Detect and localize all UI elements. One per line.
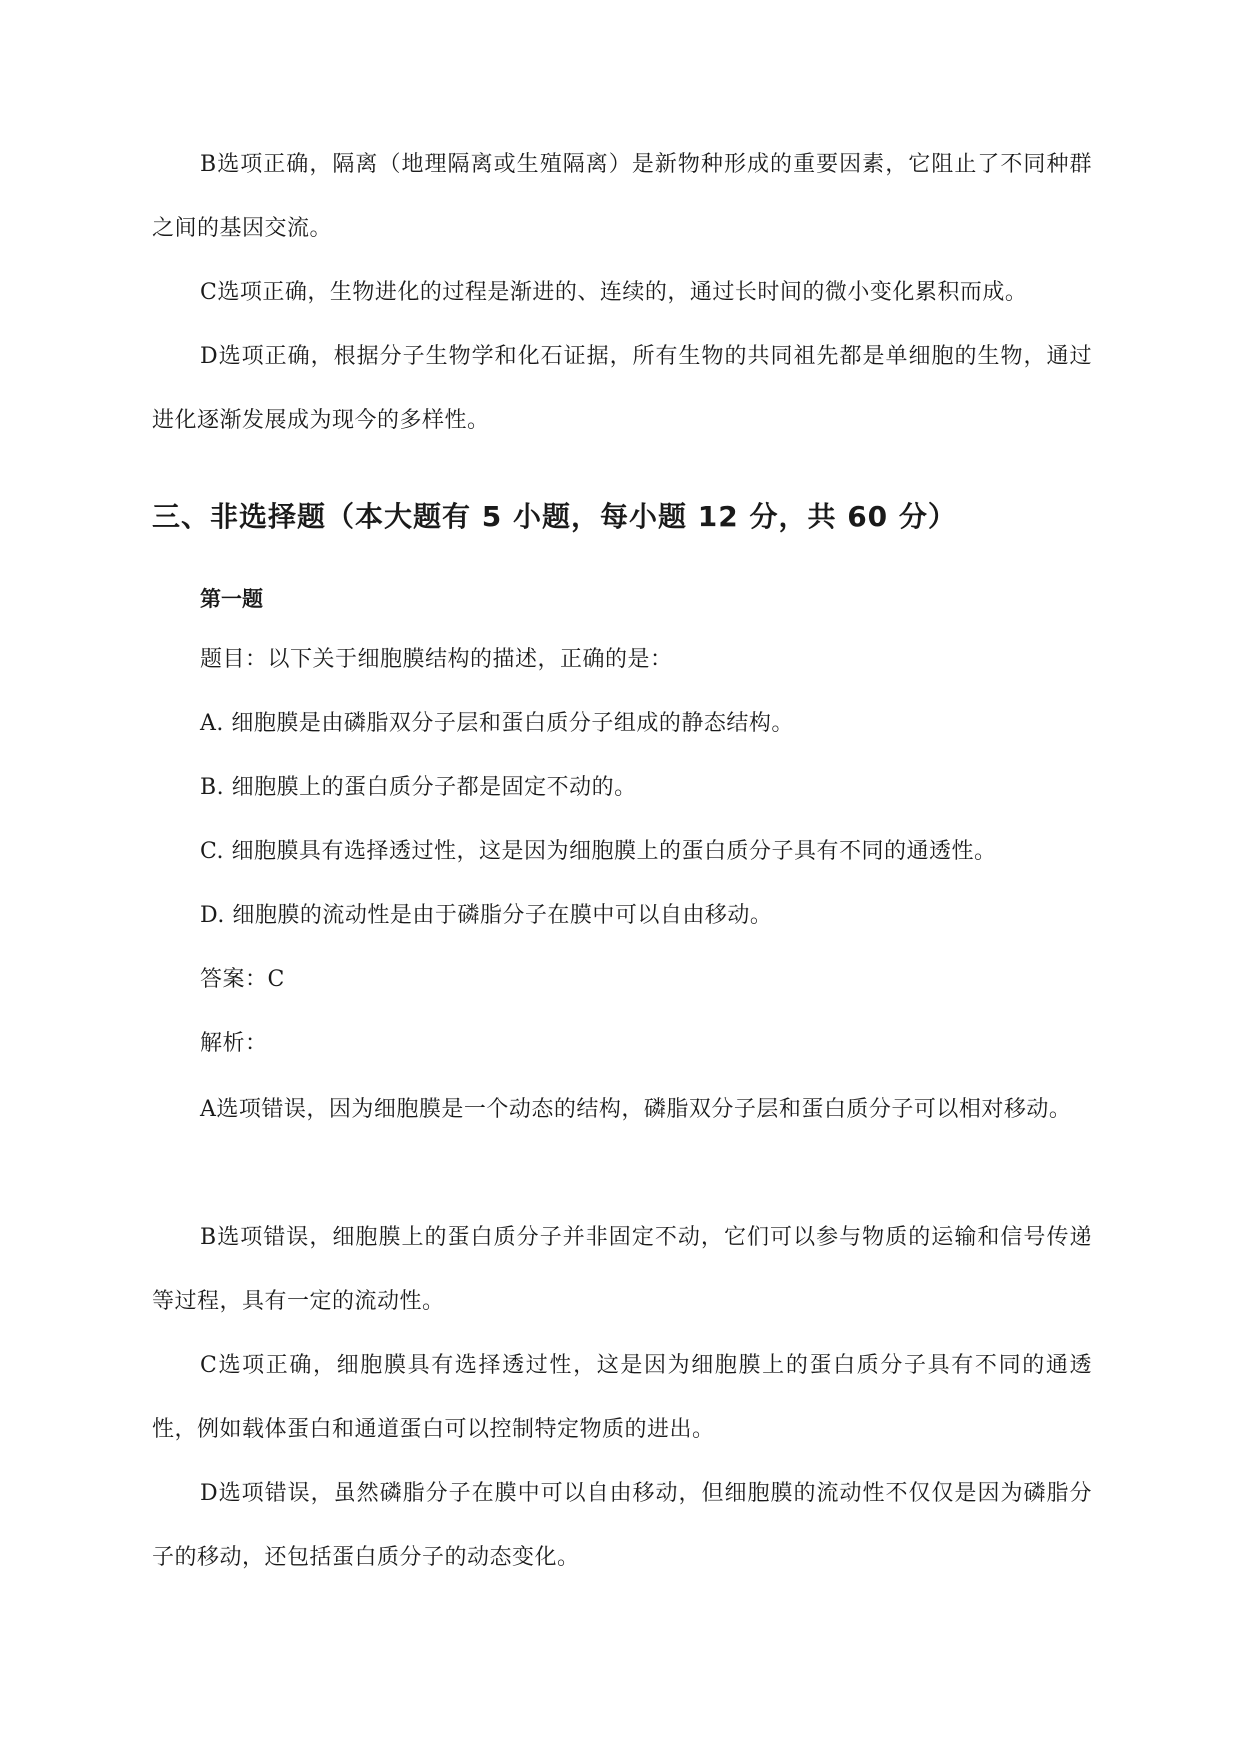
- option-d: D. 细胞膜的流动性是由于磷脂分子在膜中可以自由移动。: [200, 903, 773, 928]
- analysis-d: D选项错误，虽然磷脂分子在膜中可以自由移动，但细胞膜的流动性不仅仅是因为磷脂分子的移动，还包括蛋白质分子的动态变化。: [152, 1481, 1092, 1570]
- option-a: A. 细胞膜是由磷脂双分子层和蛋白质分子组成的静态结构。: [200, 711, 794, 736]
- option-c: C. 细胞膜具有选择透过性，这是因为细胞膜上的蛋白质分子具有不同的通透性。: [200, 839, 997, 864]
- prev-analysis-d: D选项正确，根据分子生物学和化石证据，所有生物的共同祖先都是单细胞的生物，通过进化逐渐发展成为现今的多样性。: [152, 344, 1092, 433]
- option-b: B. 细胞膜上的蛋白质分子都是固定不动的。: [200, 775, 637, 800]
- analysis-label: 解析：: [200, 1031, 268, 1056]
- analysis-a: A选项错误，因为细胞膜是一个动态的结构，磷脂双分子层和蛋白质分子可以相对移动。: [200, 1097, 1072, 1122]
- analysis-c: C选项正确，细胞膜具有选择透过性，这是因为细胞膜上的蛋白质分子具有不同的通透性，例如载体蛋白和通道蛋白可以控制特定物质的进出。: [152, 1353, 1092, 1442]
- section-title: 三、非选择题（本大题有 5 小题，每小题 12 分，共 60 分）: [152, 500, 957, 533]
- question-label: 第一题: [200, 587, 263, 611]
- question-stem: 题目：以下关于细胞膜结构的描述，正确的是：: [200, 647, 673, 672]
- prev-analysis-b: B选项正确，隔离（地理隔离或生殖隔离）是新物种形成的重要因素，它阻止了不同种群之间的基因交流。: [152, 152, 1092, 241]
- prev-analysis-c: C选项正确，生物进化的过程是渐进的、连续的，通过长时间的微小变化累积而成。: [200, 280, 1028, 305]
- analysis-b: B选项错误，细胞膜上的蛋白质分子并非固定不动，它们可以参与物质的运输和信号传递等过程，具有一定的流动性。: [152, 1225, 1092, 1314]
- answer: 答案：C: [200, 967, 285, 992]
